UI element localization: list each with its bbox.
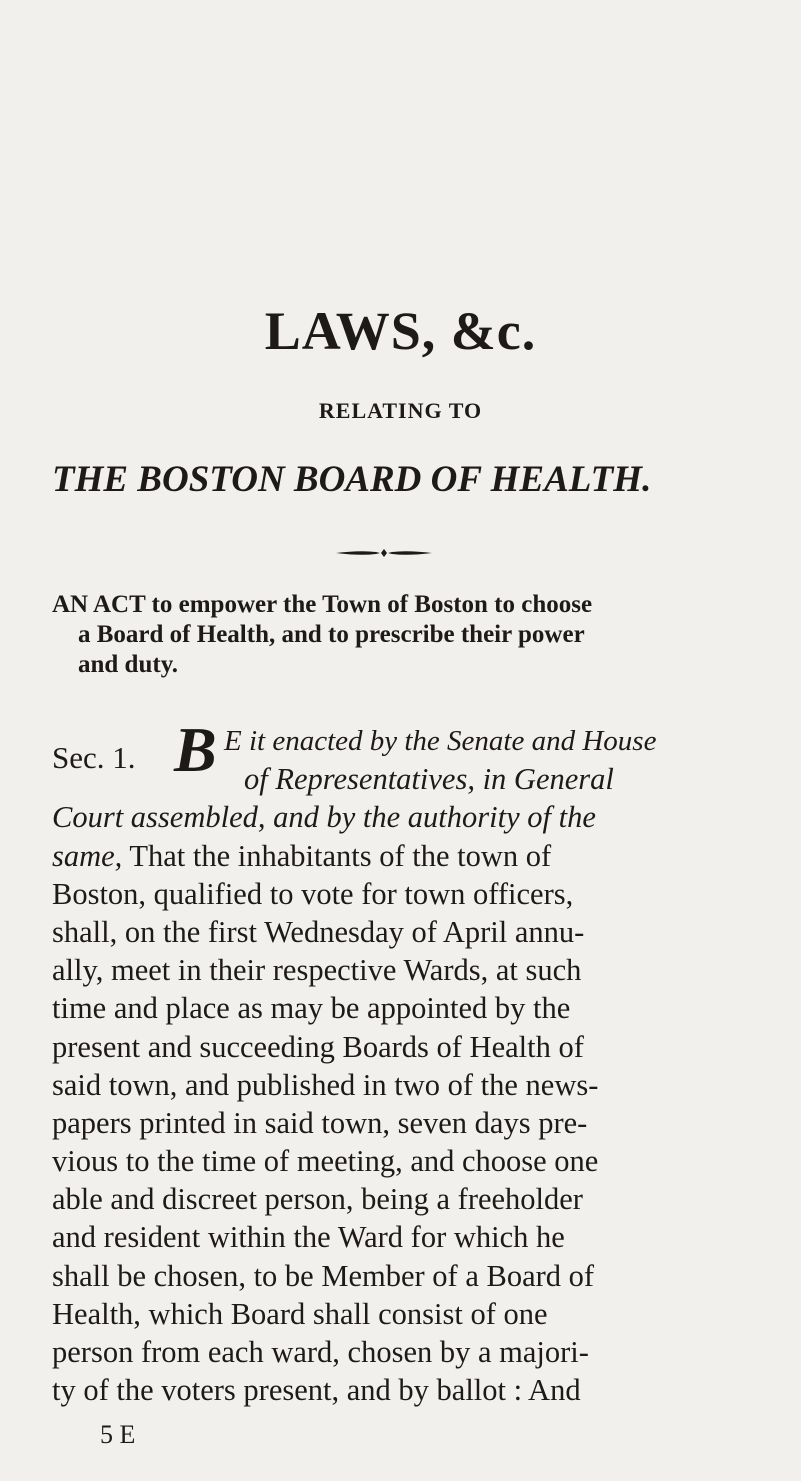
act-line: and duty. [78, 651, 179, 678]
body-line: and resident within the Ward for which he [52, 1220, 565, 1255]
body-line: vious to the time of meeting, and choose one [52, 1144, 599, 1179]
ornamental-divider [336, 548, 432, 558]
act-line: a Board of Health, and to prescribe their power [78, 621, 585, 648]
document-subtitle: THE BOSTON BOARD OF HEALTH. [52, 459, 652, 500]
body-line: present and succeeding Boards of Health of [52, 1029, 584, 1064]
relating-heading: RELATING TO [318, 398, 483, 423]
section-label: Sec. 1. [52, 740, 136, 775]
page-title: LAWS, &c. [264, 301, 537, 361]
body-line: ally, meet in their respective Wards, at such [52, 953, 582, 988]
body-line: able and discreet person, being a freeholder [52, 1182, 583, 1217]
body-line: shall, on the first Wednesday of April annu- [52, 914, 585, 949]
act-line: AN ACT to empower the Town of Boston to choose [52, 591, 593, 618]
body-line: said town, and published in two of the news- [52, 1067, 599, 1102]
signature-mark: 5 E [100, 1420, 136, 1449]
body-line-rest: That the inhabitants of the town of [122, 838, 552, 873]
body-line: of Representatives, in General [244, 762, 614, 797]
drop-cap: B [174, 714, 217, 785]
body-line: Boston, qualified to vote for town officers, [52, 876, 574, 911]
body-line: Health, which Board shall consist of one [52, 1296, 548, 1331]
body-line: time and place as may be appointed by the [52, 991, 571, 1026]
act-heading [52, 590, 752, 680]
body-line-italic: same, [52, 838, 123, 873]
body-line: Court assembled, and by the authority of the [52, 800, 596, 835]
body-line: ty of the voters present, and by ballot : And [52, 1373, 581, 1408]
section-body [52, 722, 762, 1409]
body-line: shall be chosen, to be Member of a Board of [52, 1258, 595, 1293]
body-line [52, 837, 762, 875]
body-line: person from each ward, chosen by a majori- [52, 1335, 589, 1369]
body-line: papers printed in said town, seven days pre- [52, 1105, 588, 1140]
body-line: E it enacted by the Senate and House [224, 725, 657, 757]
